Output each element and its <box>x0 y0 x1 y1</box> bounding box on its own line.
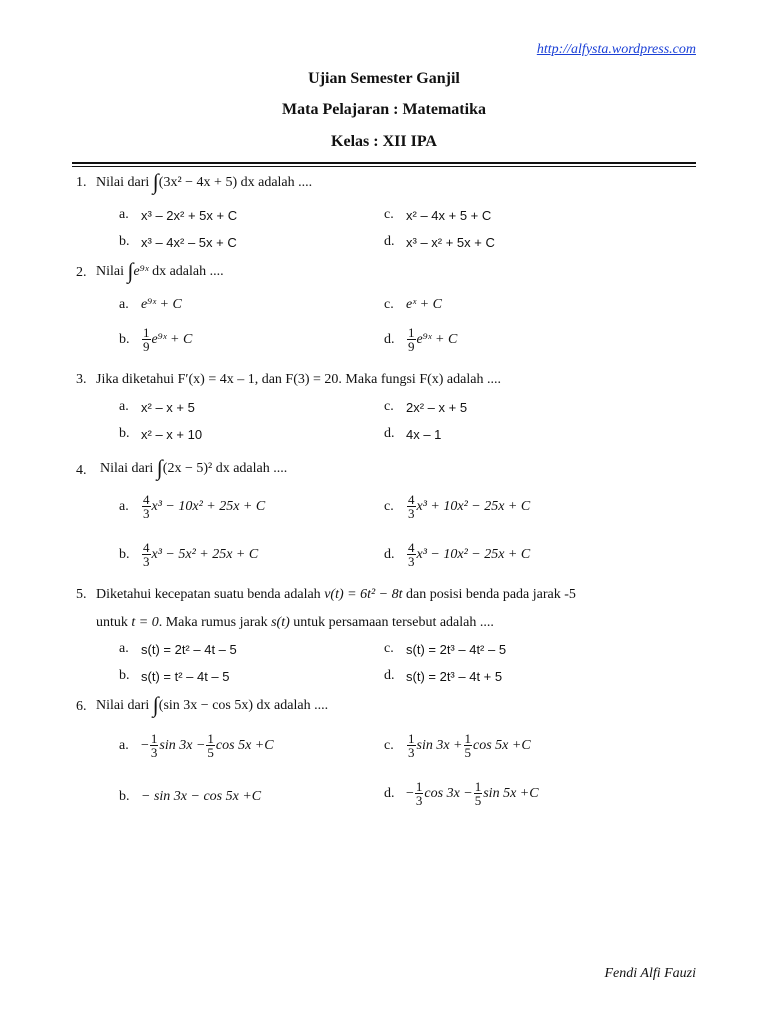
question-4-option-b[interactable]: b. $\frac{4}{3}$ x³ − 5x² + 25x + C <box>119 540 259 569</box>
question-1-number: 1. <box>76 175 87 190</box>
question-5-option-d[interactable]: d. s(t) = 2t³ – 4t + 5 <box>384 668 503 684</box>
question-3-option-a[interactable]: a. x² – x + 5 <box>119 399 195 415</box>
question-6-option-a[interactable]: a. − $\frac{1}{3}$ sin 3x − $\frac{1}{5}$ cos 5x +C <box>119 731 274 760</box>
question-5-option-c[interactable]: c. s(t) = 2t³ – 4t² – 5 <box>384 641 507 657</box>
subject-title: Mata Pelajaran : Matematika <box>282 101 486 118</box>
question-5-option-b[interactable]: b. s(t) = t² – 4t – 5 <box>119 668 230 684</box>
question-2-option-b[interactable]: b. $\frac{1}{9}$ e⁹ˣ + C <box>119 325 193 354</box>
question-4-option-a[interactable]: a. $\frac{4}{3}$ x³ − 10x² + 25x + C <box>119 492 266 521</box>
question-6-option-b[interactable]: b. − sin 3x − cos 5x +C <box>119 789 262 804</box>
question-6-option-d[interactable]: d. − $\frac{1}{3}$ cos 3x − $\frac{1}{5}$ sin 5x +C <box>384 779 539 808</box>
question-5-stem-line-2: untuk t = 0. Maka rumus jarak s(t) untuk persamaan tersebut adalah .... <box>96 615 494 630</box>
question-2-option-d[interactable]: d. $\frac{1}{9}$ e⁹ˣ + C <box>384 325 458 354</box>
question-4-option-c[interactable]: c. $\frac{4}{3}$ x³ + 10x² − 25x + C <box>384 492 531 521</box>
exam-title: Ujian Semester Ganjil <box>308 70 460 87</box>
question-1-option-d[interactable]: d. x³ – x² + 5x + C <box>384 234 495 250</box>
question-5-stem-line-1: Diketahui kecepatan suatu benda adalah v(t) = 6t² − 8t dan posisi benda pada jarak -5 <box>96 587 576 602</box>
question-1-option-a[interactable]: a. x³ – 2x² + 5x + C <box>119 207 238 223</box>
header-divider <box>72 162 696 164</box>
question-2-number: 2. <box>76 265 87 280</box>
source-url-link[interactable]: http://alfysta.wordpress.com <box>536 42 696 57</box>
question-5-number: 5. <box>76 587 87 602</box>
question-3-option-c[interactable]: c. 2x² – x + 5 <box>384 399 468 415</box>
question-4-number: 4. <box>76 463 87 478</box>
question-2-option-a[interactable]: a. e⁹ˣ + C <box>119 297 182 312</box>
question-6-stem: Nilai dari ∫(sin 3x − cos 5x) dx adalah .... <box>96 692 329 717</box>
class-title: Kelas : XII IPA <box>331 133 437 150</box>
question-3-option-b[interactable]: b. x² – x + 10 <box>119 426 203 442</box>
question-4-option-d[interactable]: d. $\frac{4}{3}$ x³ − 10x² − 25x + C <box>384 540 531 569</box>
header-divider-thin <box>72 166 696 167</box>
question-3-number: 3. <box>76 372 87 387</box>
question-2-option-c[interactable]: c. eˣ + C <box>384 297 442 312</box>
question-1-stem: Nilai dari ∫(3x² − 4x + 5) dx adalah .... <box>96 169 313 194</box>
question-1-option-b[interactable]: b. x³ – 4x² – 5x + C <box>119 234 237 250</box>
question-3-option-d[interactable]: d. 4x – 1 <box>384 426 442 442</box>
question-2-stem: Nilai ∫e⁹ˣ dx adalah .... <box>96 258 224 283</box>
author-name: Fendi Alfi Fauzi <box>604 966 696 981</box>
question-5-option-a[interactable]: a. s(t) = 2t² – 4t – 5 <box>119 641 237 657</box>
question-4-stem: Nilai dari ∫(2x − 5)² dx adalah .... <box>100 455 288 480</box>
question-6-option-c[interactable]: c. $\frac{1}{3}$ sin 3x + $\frac{1}{5}$ cos 5x +C <box>384 731 531 760</box>
question-3-stem: Jika diketahui F′(x) = 4x – 1, dan F(3) = 20. Maka fungsi F(x) adalah .... <box>96 372 501 387</box>
question-6-number: 6. <box>76 699 87 714</box>
question-1-option-c[interactable]: c. x² – 4x + 5 + C <box>384 207 492 223</box>
